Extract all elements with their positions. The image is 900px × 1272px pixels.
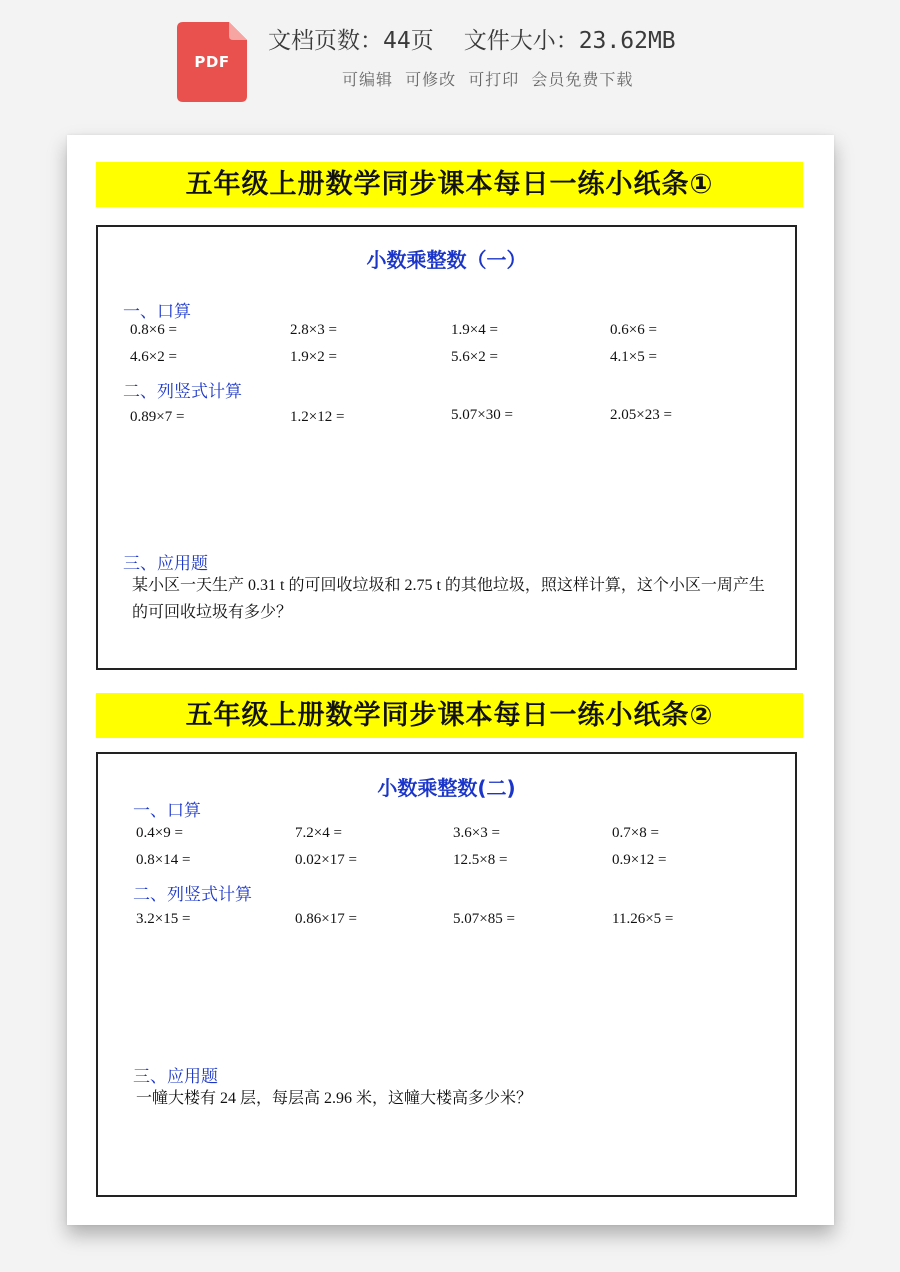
strip-1-box [96, 225, 797, 670]
oral-problem: 0.8×6 = [130, 322, 177, 338]
oral-problem: 1.9×4 = [451, 322, 498, 338]
vertical-problem: 5.07×30 = [451, 407, 513, 423]
oral-problem: 3.6×3 = [453, 825, 500, 841]
vertical-problem: 1.2×12 = [290, 409, 345, 425]
strip-2-title: 小数乘整数(二) [377, 776, 516, 800]
word-problem-text [132, 572, 765, 626]
strip-1-banner: 五年级上册数学同步课本每日一练小纸条① [96, 162, 803, 207]
oral-problem: 12.5×8 = [453, 852, 508, 868]
word-problem-line: 一幢大楼有 24 层，每层高 2.96 米，这幢大楼高多少米？ [136, 1090, 533, 1107]
oral-problem: 0.6×6 = [610, 322, 657, 338]
vertical-problem: 3.2×15 = [136, 911, 191, 927]
page-count: 文档页数：44页 [268, 28, 434, 54]
oral-problem: 2.8×3 = [290, 322, 337, 338]
oral-problem: 0.7×8 = [612, 825, 659, 841]
vertical-problem: 11.26×5 = [612, 911, 674, 927]
oral-problem: 4.6×2 = [130, 349, 177, 365]
strip-2-oral-heading: 一、口算 [133, 801, 201, 821]
oral-problem: 4.1×5 = [610, 349, 657, 365]
vertical-problem: 2.05×23 = [610, 407, 672, 423]
strip-2-box [96, 752, 797, 1197]
feature-modifiable: 可修改 [405, 70, 457, 89]
strip-1-oral-heading: 一、口算 [123, 302, 191, 322]
file-size: 文件大小：23.62MB [463, 28, 676, 54]
feature-list [342, 67, 639, 90]
word-problem-text [136, 1085, 532, 1112]
oral-problem: 0.8×14 = [136, 852, 191, 868]
document-page [67, 135, 834, 1225]
oral-problem: 0.02×17 = [295, 852, 357, 868]
strip-1-title: 小数乘整数（一） [366, 248, 527, 272]
strip-1-word-heading: 三、应用题 [123, 554, 208, 574]
word-problem-line: 某小区一天生产 0.31 t 的可回收垃圾和 2.75 t 的其他垃圾，照这样计算，这个小区一周产生 [132, 577, 765, 594]
pdf-file-icon [177, 22, 247, 102]
oral-problem: 1.9×2 = [290, 349, 337, 365]
oral-problem: 0.4×9 = [136, 825, 183, 841]
strip-2-word-heading: 三、应用题 [133, 1067, 218, 1087]
pdf-label: PDF [194, 53, 230, 71]
oral-problem: 5.6×2 = [451, 349, 498, 365]
strip-2-banner: 五年级上册数学同步课本每日一练小纸条② [96, 693, 803, 738]
oral-problem: 0.9×12 = [612, 852, 667, 868]
feature-printable: 可打印 [468, 70, 520, 89]
feature-free-download: 会员免费下载 [531, 70, 634, 89]
vertical-problem: 5.07×85 = [453, 911, 515, 927]
strip-2-vertical-heading: 二、列竖式计算 [133, 885, 252, 905]
oral-problem: 7.2×4 = [295, 825, 342, 841]
doc-info [268, 22, 676, 55]
strip-1-vertical-heading: 二、列竖式计算 [123, 382, 242, 402]
feature-editable: 可编辑 [342, 70, 394, 89]
vertical-problem: 0.86×17 = [295, 911, 357, 927]
word-problem-line: 的可回收垃圾有多少？ [132, 604, 293, 621]
vertical-problem: 0.89×7 = [130, 409, 185, 425]
